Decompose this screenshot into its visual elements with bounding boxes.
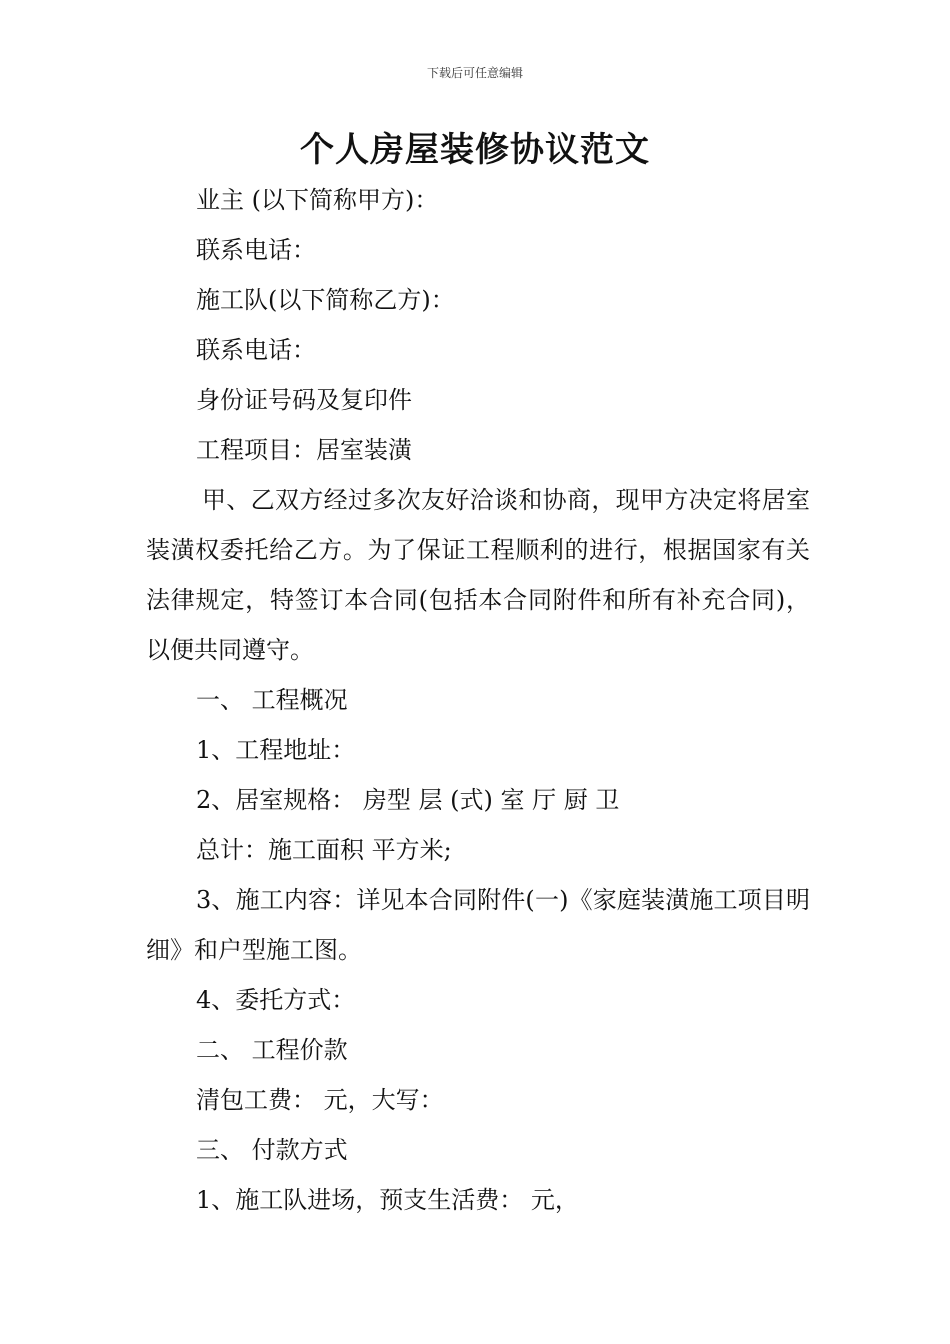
preamble-paragraph: 甲、乙双方经过多次友好洽谈和协商，现甲方决定将居室装潢权委托给乙方。为了保证工程顺利的进行，根据国家有关法律规定，特签订本合同(包括本合同附件和所有补充合同)，以便共同遵守。 (146, 486, 810, 664)
document-title: 个人房屋装修协议范文 (300, 130, 650, 170)
document-body (146, 175, 810, 1225)
address-line: 1、工程地址： (196, 736, 356, 764)
method-line: 4、委托方式： (196, 986, 356, 1014)
spec-line: 2、居室规格： 房型 层 (式) 室 厅 厨 卫 (196, 786, 620, 814)
id-copy-line: 身份证号码及复印件 (196, 386, 412, 414)
contractor-phone-line: 联系电话： (196, 336, 316, 364)
content-paragraph: 3、施工内容：详见本合同附件(一)《家庭装潢施工项目明细》和户型施工图。 (146, 886, 810, 964)
page-header-note: 下载后可任意编辑 (426, 66, 523, 80)
project-line: 工程项目：居室装潢 (196, 436, 412, 464)
section-1-heading: 一、 工程概况 (196, 686, 348, 714)
section-3-heading: 三、 付款方式 (196, 1136, 348, 1164)
section-2-heading: 二、 工程价款 (196, 1036, 348, 1064)
contractor-line: 施工队(以下简称乙方)： (196, 286, 455, 314)
owner-phone-line: 联系电话： (196, 236, 316, 264)
payment-1-line: 1、施工队进场，预支生活费： 元， (196, 1186, 579, 1214)
labor-fee-line: 清包工费： 元，大写： (196, 1086, 444, 1114)
owner-line: 业主 (以下简称甲方)： (196, 186, 439, 214)
total-area-line: 总计：施工面积 平方米; (196, 836, 452, 864)
